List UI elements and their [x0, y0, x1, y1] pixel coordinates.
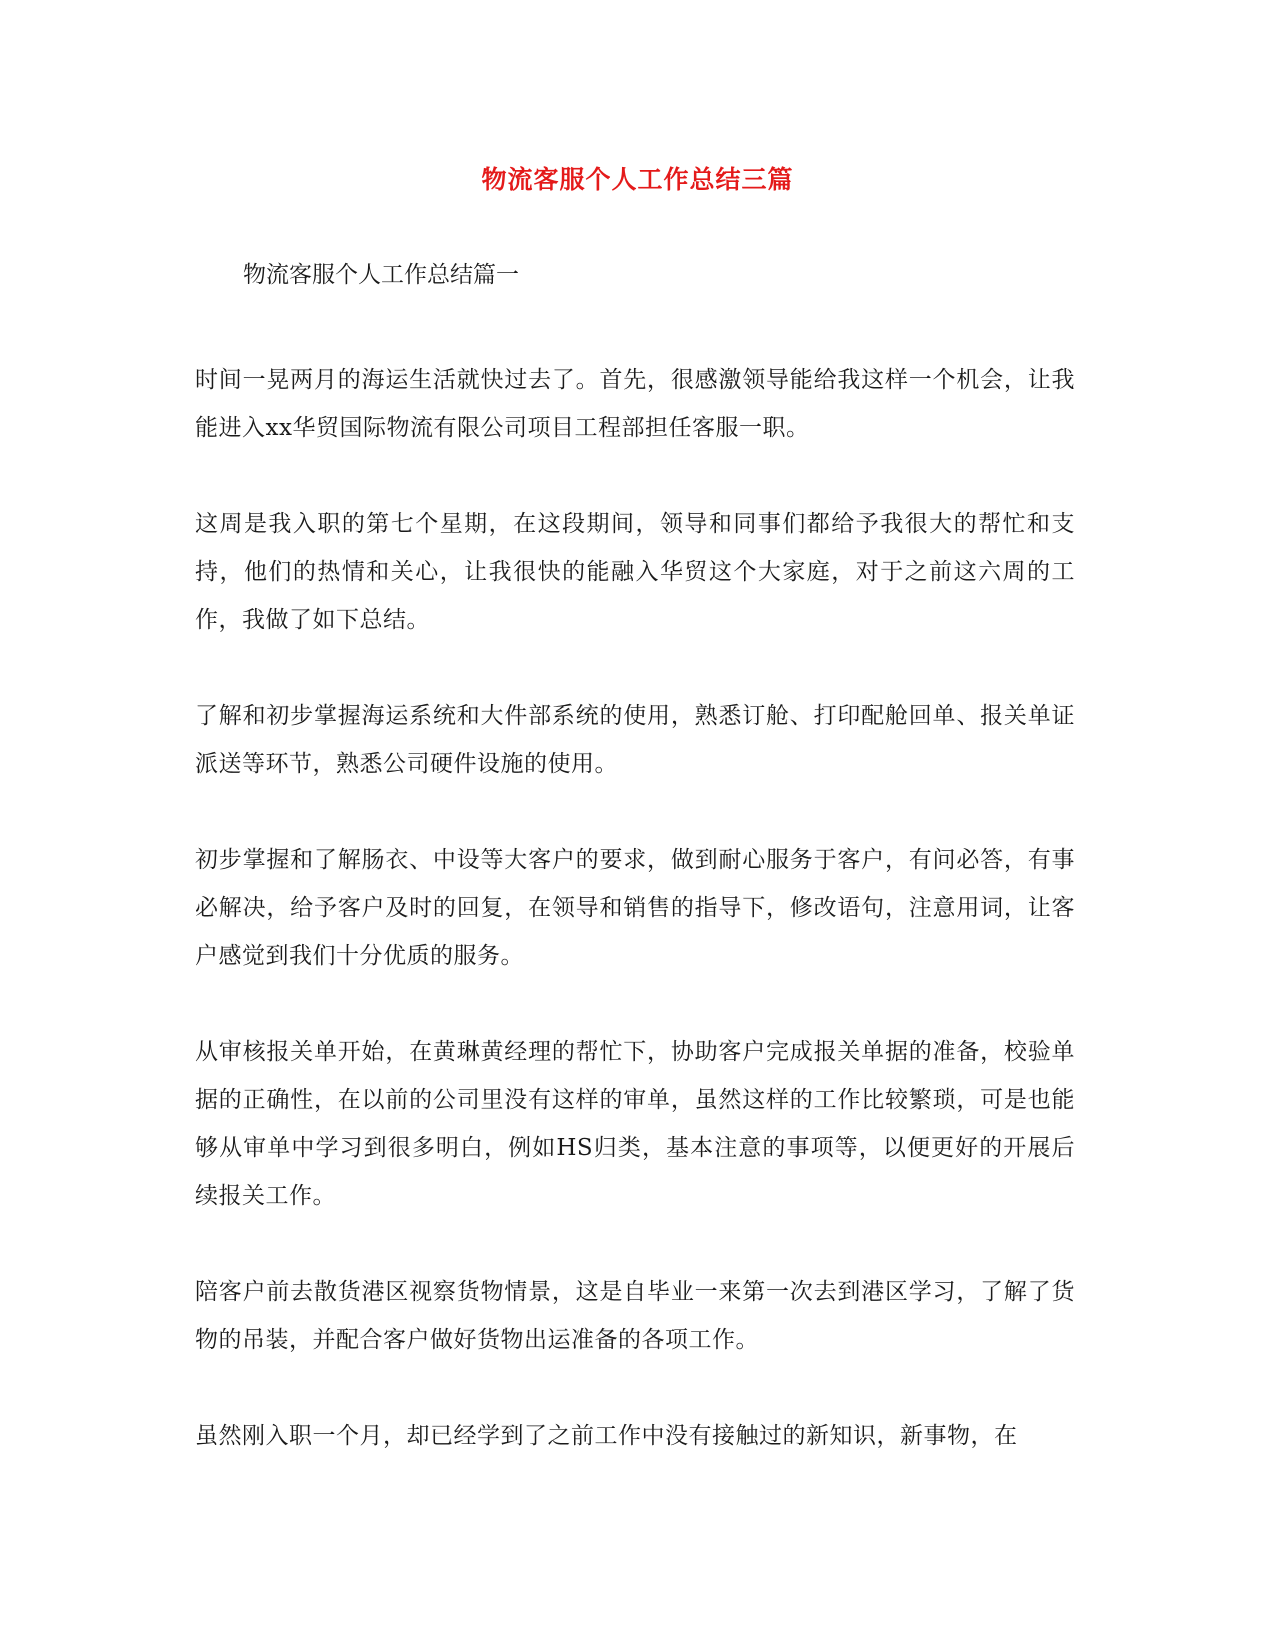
paragraph-3: 了解和初步掌握海运系统和大件部系统的使用，熟悉订舱、打印配舱回单、报关单证派送等环节，熟悉公司硬件设施的使用。	[195, 703, 1075, 777]
paragraph-6: 陪客户前去散货港区视察货物情景，这是自毕业一来第一次去到港区学习，了解了货物的吊装，并配合客户做好货物出运准备的各项工作。	[195, 1279, 1075, 1353]
paragraph-5: 从审核报关单开始，在黄琳黄经理的帮忙下，协助客户完成报关单据的准备，校验单据的正确性，在以前的公司里没有这样的审单，虽然这样的工作比较繁琐，可是也能够从审单中学习到很多明白，例如HS归类，基本注意的事项等，以便更好的开展后续报关工作。	[195, 1039, 1075, 1209]
paragraph-4: 初步掌握和了解肠衣、中设等大客户的要求，做到耐心服务于客户，有问必答，有事必解决，给予客户及时的回复，在领导和销售的指导下，修改语句，注意用词，让客户感觉到我们十分优质的服务。	[195, 847, 1075, 969]
paragraph-1: 时间一晃两月的海运生活就快过去了。首先，很感激领导能给我这样一个机会，让我能进入xx华贸国际物流有限公司项目工程部担任客服一职。	[195, 367, 1075, 441]
paragraph-7: 虽然刚入职一个月，却已经学到了之前工作中没有接触过的新知识，新事物，在	[195, 1423, 1018, 1449]
paragraph-2: 这周是我入职的第七个星期，在这段期间，领导和同事们都给予我很大的帮忙和支持，他们的热情和关心，让我很快的能融入华贸这个大家庭，对于之前这六周的工作，我做了如下总结。	[195, 511, 1075, 633]
document-title: 物流客服个人工作总结三篇	[481, 165, 794, 194]
section-heading: 物流客服个人工作总结篇一	[243, 262, 519, 288]
